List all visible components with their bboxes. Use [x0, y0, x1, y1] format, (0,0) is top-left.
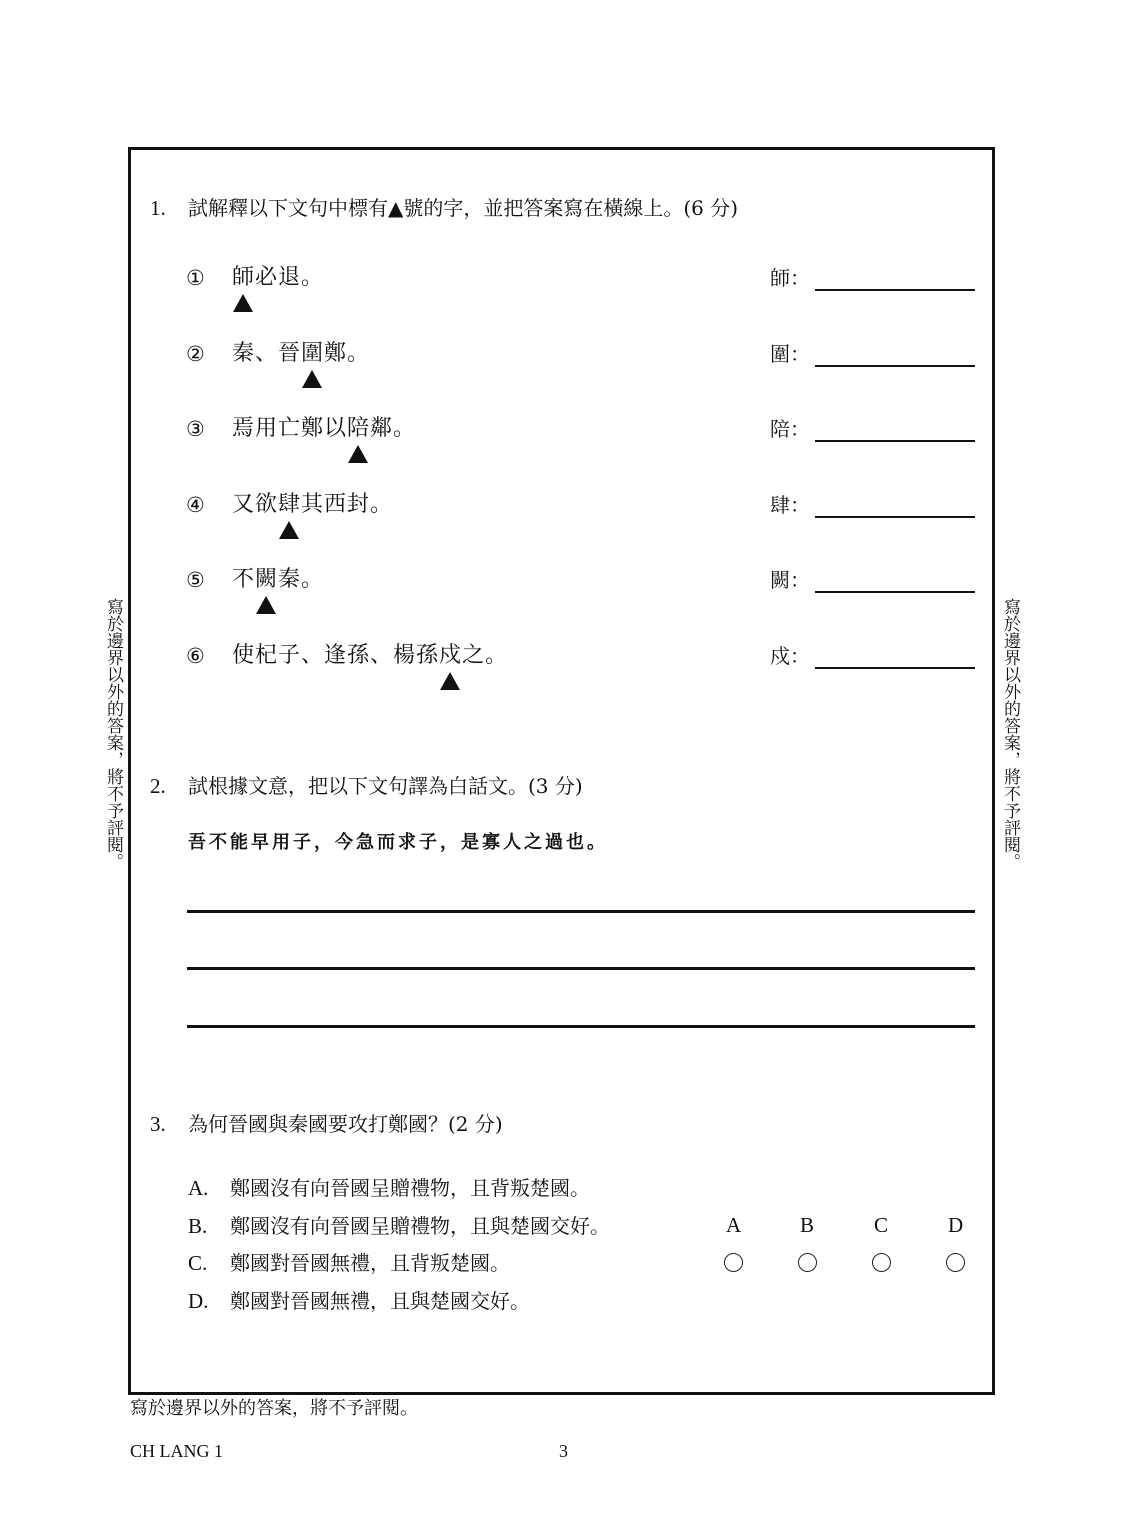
answer-line[interactable]	[815, 667, 975, 669]
item-marker: ⑤	[186, 568, 205, 593]
triangle-mark-icon	[302, 370, 322, 388]
answer-label: 肆：	[770, 492, 810, 517]
footer-note: 寫於邊界以外的答案，將不予評閱。	[130, 1398, 418, 1419]
item-sentence: 使杞子、逢孫、楊孫戍之。	[232, 643, 509, 668]
answer-line-1[interactable]	[187, 910, 975, 913]
answer-column-label: A	[726, 1213, 742, 1237]
option-text: 鄭國沒有向晉國呈贈禮物，且與楚國交好。	[230, 1213, 610, 1238]
q2-sentence: 吾不能早用子，今急而求子，是寡人之過也。	[188, 832, 608, 853]
answer-label: 闕：	[770, 568, 810, 593]
side-note-left: 寫於邊界以外的答案，將不予評閱。	[103, 598, 123, 870]
q3-number: 3.	[150, 1112, 166, 1136]
answer-bubble-a[interactable]	[724, 1253, 743, 1272]
item-marker: ⑥	[186, 644, 205, 668]
answer-border-frame	[128, 147, 995, 1395]
q2-number: 2.	[150, 774, 166, 798]
side-note-right: 寫於邊界以外的答案，將不予評閱。	[1000, 598, 1020, 870]
answer-bubble-b[interactable]	[798, 1253, 817, 1272]
answer-label: 戍：	[770, 644, 810, 668]
answer-label: 陪：	[770, 417, 810, 442]
option-text: 鄭國沒有向晉國呈贈禮物，且背叛楚國。	[230, 1176, 590, 1200]
triangle-mark-icon	[233, 294, 253, 312]
answer-line-2[interactable]	[187, 967, 975, 970]
q2-prompt: 試根據文意，把以下文句譯為白話文。(3 分)	[188, 774, 583, 798]
answer-column-label: B	[800, 1213, 815, 1237]
answer-column-label: C	[874, 1213, 889, 1237]
item-sentence: 焉用亡鄭以陪鄰。	[232, 416, 417, 442]
item-marker: ①	[186, 266, 205, 290]
q1-number: 1.	[150, 196, 166, 220]
item-sentence: 又欲肆其西封。	[232, 491, 394, 517]
q3-prompt: 為何晉國與秦國要攻打鄭國？(2 分)	[188, 1112, 503, 1136]
item-marker: ②	[186, 341, 205, 366]
answer-line-3[interactable]	[187, 1025, 975, 1028]
answer-line[interactable]	[815, 516, 975, 518]
answer-column-label: D	[948, 1213, 964, 1237]
item-sentence: 師必退。	[232, 265, 325, 290]
item-marker: ③	[186, 417, 205, 442]
triangle-mark-icon	[279, 521, 299, 539]
page-number: 3	[559, 1441, 568, 1461]
option-letter: B.	[188, 1213, 208, 1238]
option-text: 鄭國對晉國無禮，且與楚國交好。	[230, 1288, 530, 1313]
q1-prompt: 試解釋以下文句中標有▲號的字，並把答案寫在橫線上。(6 分)	[188, 196, 739, 220]
triangle-mark-icon	[348, 445, 368, 463]
triangle-mark-icon	[256, 596, 276, 614]
option-letter: D.	[188, 1288, 209, 1313]
answer-line[interactable]	[815, 289, 975, 291]
option-text: 鄭國對晉國無禮，且背叛楚國。	[230, 1251, 510, 1275]
answer-bubble-d[interactable]	[946, 1253, 965, 1272]
answer-label: 師：	[770, 266, 810, 290]
item-marker: ④	[186, 492, 205, 517]
item-sentence: 秦、晉圍鄭。	[232, 340, 371, 366]
item-sentence: 不闕秦。	[232, 567, 325, 593]
triangle-mark-icon	[440, 672, 460, 690]
paper-code: CH LANG 1	[130, 1441, 223, 1461]
answer-line[interactable]	[815, 440, 975, 442]
answer-line[interactable]	[815, 591, 975, 593]
option-letter: A.	[188, 1176, 209, 1200]
answer-label: 圍：	[770, 341, 810, 366]
option-letter: C.	[188, 1251, 208, 1275]
answer-line[interactable]	[815, 365, 975, 367]
answer-bubble-c[interactable]	[872, 1253, 891, 1272]
